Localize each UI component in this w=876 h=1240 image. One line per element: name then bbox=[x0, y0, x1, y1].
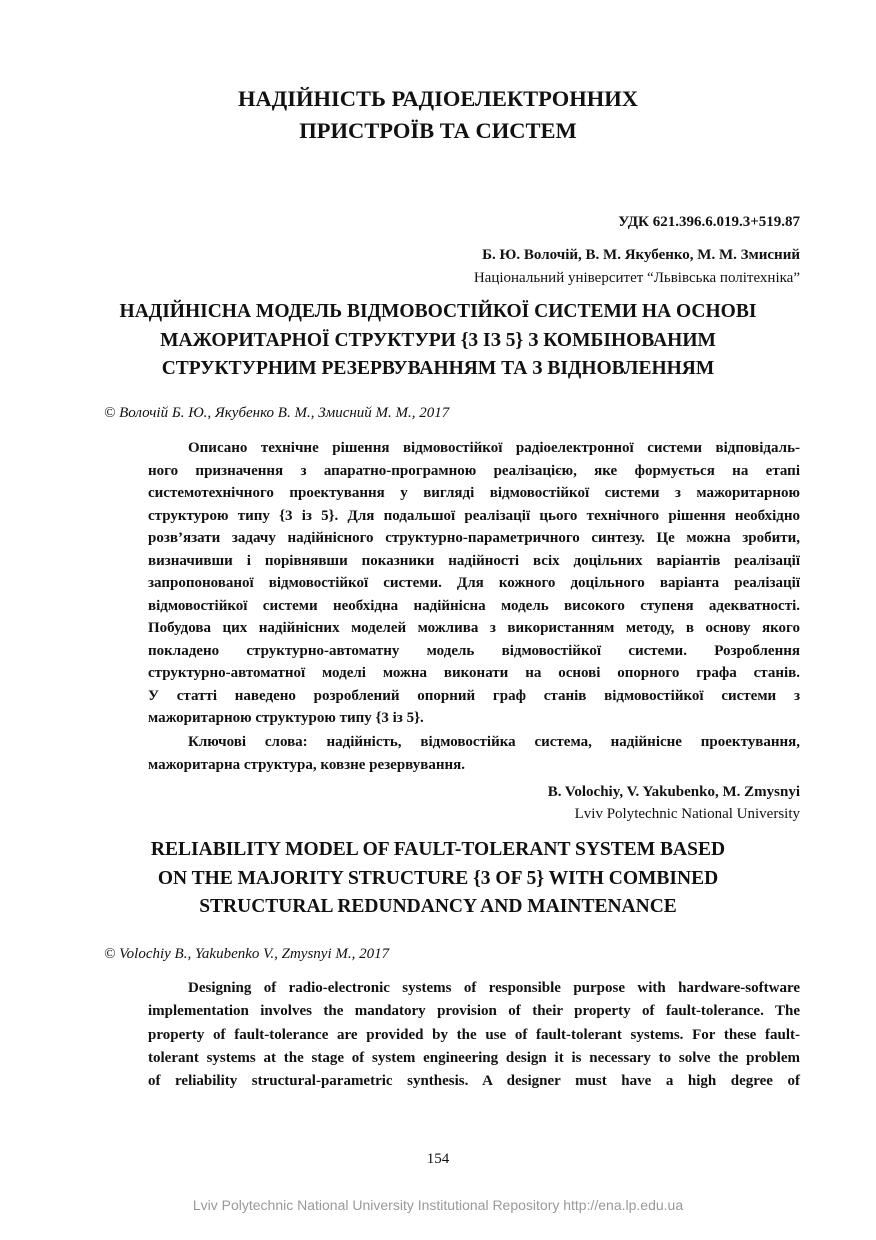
title-line: СТРУКТУРНИМ РЕЗЕРВУВАННЯМ ТА З ВІДНОВЛЕННЯМ bbox=[161, 358, 715, 379]
title-line: ON THE MAJORITY STRUCTURE {3 OF 5} WITH COMBINED bbox=[157, 867, 719, 889]
text-line: ного призначення з апаратно-програмною реалізацією, яке формується на етапі bbox=[148, 462, 800, 479]
text-line: Ключові слова: надійність, відмовостійка система, надійнісне проектування, bbox=[188, 734, 800, 750]
text-line: Designing of radio-electronic systems of responsible purpose with hardware-software bbox=[188, 980, 800, 996]
text-line: визначивши і порівнявши показники надійності всіх доцільних варіантів реалізації bbox=[148, 552, 800, 569]
authors-ua: Б. Ю. Волочій, В. М. Якубенко, М. М. Змисний bbox=[482, 247, 800, 263]
text-line: tolerant systems at the stage of system engineering design it is necessary to solve the problem bbox=[148, 1049, 800, 1066]
text-line: покладено структурно-автоматну модель відмовостійкої системи. Розроблення bbox=[148, 642, 800, 659]
text-line: відмовостійкої системи необхідна надійнісна модель високого ступеня адекватності. bbox=[148, 597, 800, 614]
affiliation-en: Lviv Polytechnic National University bbox=[574, 806, 800, 822]
text-line: розв’язати задачу надійнісного структурно-параметричного синтезу. Це можна зробити, bbox=[148, 530, 800, 546]
title-line: RELIABILITY MODEL OF FAULT-TOLERANT SYSTEM BASED bbox=[150, 839, 726, 860]
abstract-ua bbox=[148, 437, 800, 730]
text-line: структурою типу {3 із 5}. Для подальшої реалізації цього технічного рішення необхідно bbox=[148, 507, 800, 524]
text-line: implementation involves the mandatory provision of their property of fault-tolerance. The bbox=[148, 1003, 800, 1020]
text-line: системотехнічного проектування у вигляді відмовостійкої системи з мажоритарною bbox=[148, 485, 800, 501]
title-line: МАЖОРИТАРНОЇ СТРУКТУРИ {3 ІЗ 5} З КОМБІНОВАНИМ bbox=[160, 329, 716, 351]
text-line: У статті наведено розроблений опорний граф станів відмовостійкої системи з bbox=[148, 687, 800, 704]
text-line: property of fault-tolerance are provided by the use of fault-tolerant systems. For these fault- bbox=[148, 1026, 800, 1043]
text-line: структурно-автоматної моделі можна виконати на основі опорного графа станів. bbox=[148, 665, 800, 681]
section-title-line: ПРИСТРОЇВ ТА СИСТЕМ bbox=[299, 118, 577, 143]
text-line: Описано технічне рішення відмовостійкої радіоелектронної системи відповідаль- bbox=[188, 440, 800, 456]
article-title-en bbox=[0, 836, 876, 922]
abstract-en bbox=[148, 977, 800, 1093]
text-line: запропонованої відмовостійкої системи. Для кожного доцільного варіанта реалізації bbox=[148, 575, 800, 591]
text-line: Побудова цих надійнісних моделей можлива з використанням методу, в основу якого bbox=[148, 620, 800, 636]
udk-code: УДК 621.396.6.019.3+519.87 bbox=[618, 214, 800, 230]
authors-en: B. Volochiy, V. Yakubenko, M. Zmysnyi bbox=[547, 784, 800, 800]
title-line: НАДІЙНІСНА МОДЕЛЬ ВІДМОВОСТІЙКОЇ СИСТЕМИ НА ОСНОВІ bbox=[119, 301, 757, 322]
copyright-ua: © Волочій Б. Ю., Якубенко В. М., Змисний М. М., 2017 bbox=[104, 405, 450, 421]
copyright-en: © Volochiy B., Yakubenko V., Zmysnyi M., 2017 bbox=[104, 946, 390, 962]
section-title bbox=[0, 83, 876, 147]
page-number: 154 bbox=[426, 1151, 450, 1167]
affiliation-ua: Національний університет “Львівська політехніка” bbox=[473, 270, 800, 286]
text-line: мажоритарна структура, ковзне резервування. bbox=[148, 756, 466, 773]
repository-footer: Lviv Polytechnic National University Institutional Repository http://ena.lp.edu.ua bbox=[192, 1197, 684, 1213]
text-line: of reliability structural-parametric synthesis. A designer must have a high degree of bbox=[148, 1073, 800, 1090]
section-title-line: НАДІЙНІСТЬ РАДІОЕЛЕКТРОННИХ bbox=[237, 86, 639, 111]
keywords-ua bbox=[148, 731, 800, 776]
text-line: мажоритарною структурою типу {3 із 5}. bbox=[148, 710, 424, 726]
article-title-ua bbox=[0, 298, 876, 384]
title-line: STRUCTURAL REDUNDANCY AND MAINTENANCE bbox=[199, 896, 677, 917]
